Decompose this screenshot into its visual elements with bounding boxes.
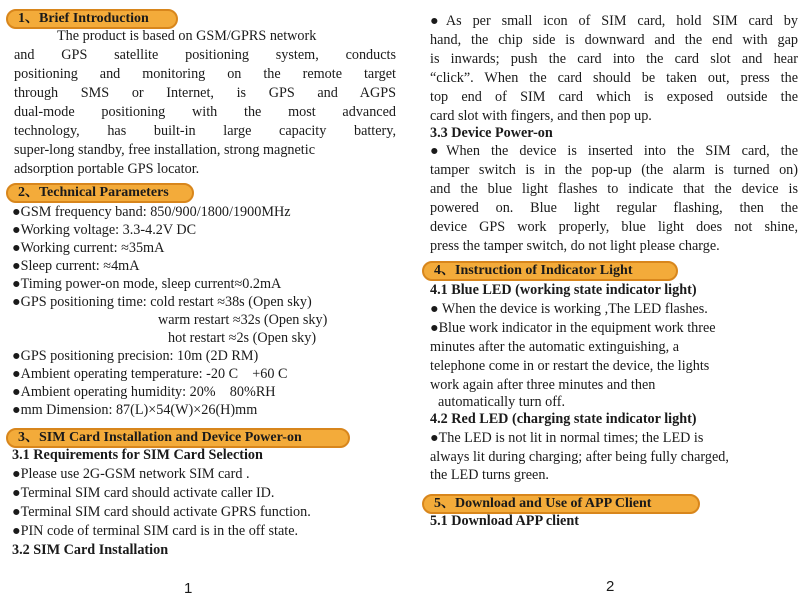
intro-line: adsorption portable GPS locator. [14,161,200,177]
sim-line: ●PIN code of terminal SIM card is in the off state. [12,523,299,539]
red-led-line: always lit during charging; after being fully charged, [430,449,729,465]
subheading-red-led: 4.2 Red LED (charging state indicator light) [430,411,697,427]
power-line: press the tamper switch, do not light please charge. [430,238,720,254]
intro-line: and GPS satellite positioning system, conducts [14,47,396,63]
power-line: and the blue light flashes to indicate that the device is [430,181,798,197]
subheading-device-power-on: 3.3 Device Power-on [430,125,553,141]
install-line: card slot with fingers, and then pop up. [430,108,652,124]
section-heading-technical-parameters: 2、Technical Parameters [6,183,194,203]
install-line: “click”. When the card should be taken out, press the [430,70,798,86]
red-led-line: the LED turns green. [430,467,549,483]
spec-line: ●Working voltage: 3.3-4.2V DC [12,222,197,238]
spec-line: ●GSM frequency band: 850/900/1800/1900MHz [12,204,291,220]
spec-line: ●GPS positioning time: cold restart ≈38s (Open sky) [12,294,312,310]
section-heading-sim-card-installation: 3、SIM Card Installation and Device Power-on [6,428,350,448]
page-number: 1 [184,580,193,597]
install-line: is inwards; push the card into the card slot and hear [430,51,798,67]
subheading-blue-led: 4.1 Blue LED (working state indicator light) [430,282,697,298]
blue-led-line: ● When the device is working ,The LED flashes. [430,301,708,317]
spec-line: ●GPS positioning precision: 10m (2D RM) [12,348,259,364]
intro-line: dual-mode positioning with the most advanced [14,104,396,120]
blue-led-line: work again after three minutes and then [430,377,656,393]
intro-line: technology, has built-in large capacity battery, [14,123,396,139]
blue-led-line: ●Blue work indicator in the equipment work three [430,320,716,336]
blue-led-line: minutes after the automatic extinguishing, a [430,339,680,355]
spec-line: ●Ambient operating humidity: 20% 80%RH [12,384,276,400]
intro-line: The product is based on GSM/GPRS network [57,28,317,44]
subheading-download-app: 5.1 Download APP client [430,513,579,529]
install-line: top end of SIM card which is exposed outside the [430,89,798,105]
intro-line: through SMS or Internet, is GPS and AGPS [14,85,396,101]
power-line: powered on. Blue light regular flashing, then the [430,200,798,216]
install-line: hand, the chip side is downward and the end with gap [430,32,798,48]
section-heading-app-client: 5、Download and Use of APP Client [422,494,700,514]
blue-led-line: telephone come in or restart the device, the lights [430,358,710,374]
spec-line: ●Sleep current: ≈4mA [12,258,140,274]
sim-line: ●Please use 2G-GSM network SIM card . [12,466,250,482]
red-led-line: ●The LED is not lit in normal times; the LED is [430,430,704,446]
spec-line: hot restart ≈2s (Open sky) [168,330,317,346]
spec-line: ●Working current: ≈35mA [12,240,165,256]
intro-line: positioning and monitoring on the remote target [14,66,396,82]
subheading-sim-installation: 3.2 SIM Card Installation [12,542,169,558]
blue-led-line: automatically turn off. [438,394,565,410]
power-line: device GPS work properly, blue light does not shine, [430,219,798,235]
page-number: 2 [606,578,615,595]
spec-line: ●Timing power-on mode, sleep current≈0.2mA [12,276,282,292]
sim-line: ●Terminal SIM card should activate GPRS function. [12,504,311,520]
sim-line: ●Terminal SIM card should activate caller ID. [12,485,275,501]
intro-line: super-long standby, free installation, strong magnetic [14,142,315,158]
section-heading-brief-introduction: 1、Brief Introduction [6,9,178,29]
spec-line: warm restart ≈32s (Open sky) [158,312,328,328]
subheading-sim-requirements: 3.1 Requirements for SIM Card Selection [12,447,263,463]
spec-line: ●Ambient operating temperature: -20 C +60 C [12,366,288,382]
section-heading-indicator-light: 4、Instruction of Indicator Light [422,261,678,281]
power-line: ●When the device is inserted into the SIM card, the [430,143,798,159]
spec-line: ●mm Dimension: 87(L)×54(W)×26(H)mm [12,402,258,418]
install-line: ●As per small icon of SIM card, hold SIM card by [430,13,798,29]
power-line: tamper switch is in the pop-up (the alarm is turned on) [430,162,798,178]
